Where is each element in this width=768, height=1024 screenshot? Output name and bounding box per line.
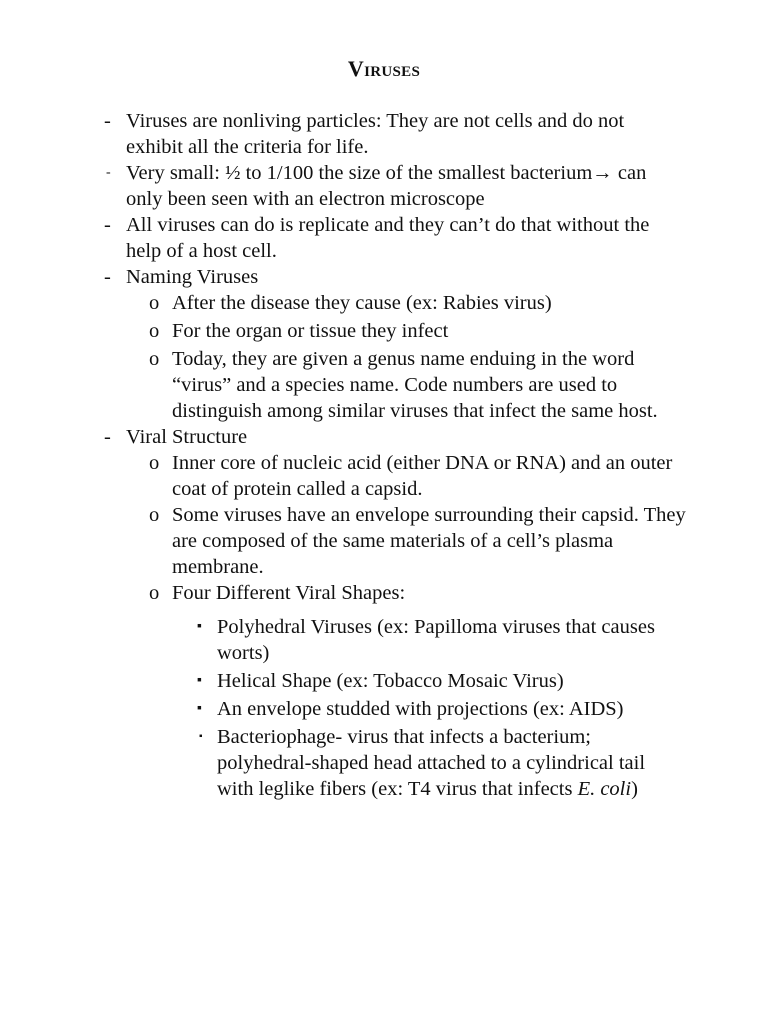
list-item [0,290,768,316]
square-bullet: ▪ [199,731,203,742]
list-item [0,108,768,160]
page-title: Viruses [347,56,421,81]
list-item [0,160,768,212]
item-text: Polyhedral Viruses (ex: Papilloma viruses that causes worts) [217,616,655,664]
circle-bullet: o [149,452,160,474]
circle-bullet: o [149,348,160,370]
list-item [0,580,768,606]
item-text: Inner core of nucleic acid (either DNA or RNA) and an outer coat of protein called a capsid. [172,452,673,500]
item-text: Today, they are given a genus name enduing in the word “virus” and a species name. Code numbers are used to distinguish among similar viruses that infect the same host. [172,348,658,422]
item-text: Naming Viruses [126,266,259,288]
square-bullet: ▪ [197,619,202,634]
list-item [0,212,768,264]
item-text: ) [631,778,638,800]
item-text: For the organ or tissue they infect [172,320,449,342]
list-item [0,346,768,424]
circle-bullet: o [149,504,160,526]
list-item [0,668,768,694]
square-bullet: ▪ [197,673,202,688]
list-item [0,696,768,722]
item-text: Viral Structure [126,426,248,448]
dash-bullet: - [106,165,111,180]
arrow-icon: → [592,162,613,184]
dash-bullet: - [104,426,111,448]
list-item [0,424,768,450]
item-text: Very small: ½ to 1/100 the size of the smallest bacterium [126,162,593,184]
list-item [0,264,768,290]
dash-bullet: - [104,110,111,132]
bullet-list [0,108,768,802]
item-text-italic: E. coli [577,778,632,800]
dash-bullet: - [104,266,111,288]
square-bullet: ▪ [197,701,202,716]
item-text: Four Different Viral Shapes: [172,582,406,604]
circle-bullet: o [149,582,160,604]
circle-bullet: o [149,320,160,342]
item-text: Helical Shape (ex: Tobacco Mosaic Virus) [217,670,564,692]
item-text: After the disease they cause (ex: Rabies virus) [172,292,552,314]
item-text: All viruses can do is replicate and they can’t do that without the help of a host cell. [126,214,650,262]
list-item [0,450,768,502]
dash-bullet: - [104,214,111,236]
list-item [0,724,768,802]
item-text: Some viruses have an envelope surrounding their capsid. They are composed of the same materials of a cell’s plasma membrane. [172,504,686,578]
item-text: Bacteriophage- virus that infects a bacterium; polyhedral-shaped head attached to a cylindrical tail with leglike fibers (ex: T4 virus that infects [217,726,646,800]
circle-bullet: o [149,292,160,314]
list-item [0,318,768,344]
item-text: An envelope studded with projections (ex: AIDS) [217,698,624,720]
list-item [0,614,768,666]
item-text: can only been seen with an electron microscope [126,162,647,210]
item-text: Viruses are nonliving particles: They are not cells and do not exhibit all the criteria for life. [126,110,625,158]
list-item [0,502,768,580]
